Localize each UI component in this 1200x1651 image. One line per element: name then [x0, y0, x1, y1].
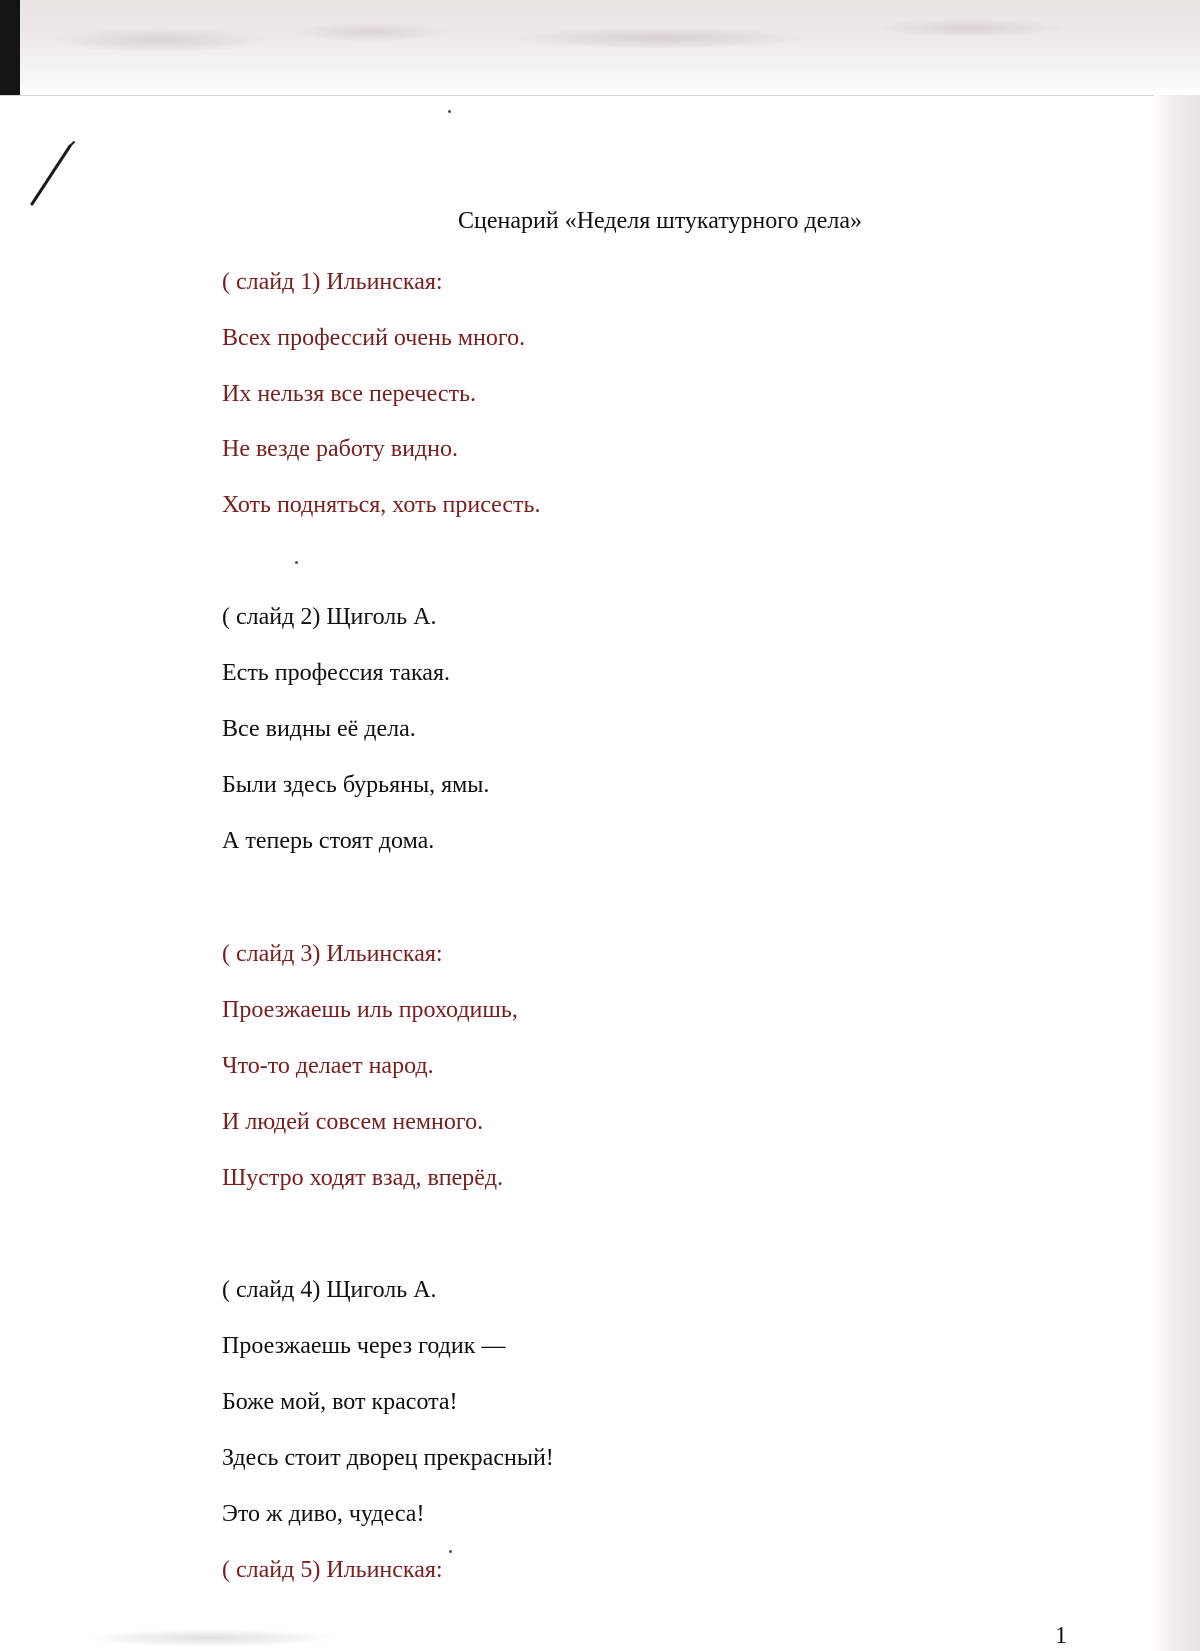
verse-line: Проезжаешь иль проходишь,: [222, 997, 518, 1023]
scan-speck: [449, 1550, 452, 1553]
pen-stroke-mark: [26, 140, 76, 210]
verse-line: Проезжаешь через годик —: [222, 1333, 506, 1359]
verse-line: И людей совсем немного.: [222, 1109, 484, 1135]
scan-shadow-right: [1152, 95, 1200, 1651]
verse-line: Шустро ходят взад, вперёд.: [222, 1165, 504, 1191]
scan-streaks: [40, 10, 1160, 80]
scan-speck: [295, 561, 298, 564]
slide-4-speaker: ( слайд 4) Щиголь А.: [222, 1277, 437, 1303]
verse-line: Всех профессий очень много.: [222, 325, 526, 351]
document-title: Сценарий «Неделя штукатурного дела»: [458, 208, 862, 234]
page-top-edge: [0, 95, 1154, 96]
verse-line: Есть профессия такая.: [222, 660, 450, 686]
scan-speck: [448, 110, 451, 113]
slide-5-speaker: ( слайд 5) Ильинская:: [222, 1557, 443, 1583]
verse-line: Были здесь бурьяны, ямы.: [222, 772, 490, 798]
verse-line: Боже мой, вот красота!: [222, 1389, 458, 1415]
slide-1-speaker: ( слайд 1) Ильинская:: [222, 269, 443, 295]
verse-line: Не везде работу видно.: [222, 436, 458, 462]
slide-2-speaker: ( слайд 2) Щиголь А.: [222, 604, 437, 630]
page-number: 1: [1055, 1623, 1067, 1649]
slide-3-speaker: ( слайд 3) Ильинская:: [222, 941, 443, 967]
verse-line: Здесь стоит дворец прекрасный!: [222, 1445, 554, 1471]
verse-line: Что-то делает народ.: [222, 1053, 434, 1079]
bleed-through-smudge: [40, 1625, 380, 1651]
scan-edge-black-bar: [0, 0, 20, 96]
verse-line: А теперь стоят дома.: [222, 828, 435, 854]
verse-line: Их нельзя все перечесть.: [222, 381, 477, 407]
verse-line: Это ж диво, чудеса!: [222, 1501, 425, 1527]
verse-line: Все видны её дела.: [222, 716, 416, 742]
verse-line: Хоть подняться, хоть присесть.: [222, 492, 541, 518]
